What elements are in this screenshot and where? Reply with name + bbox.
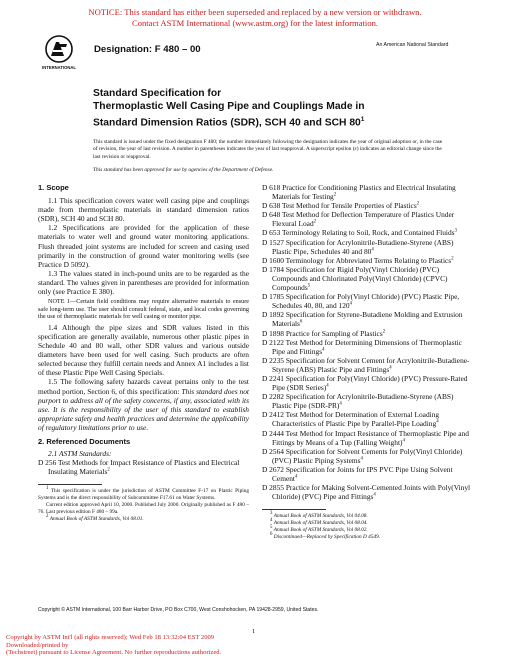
reference-item: D 2241 Specification for Poly(Vinyl Chloride) (PVC) Pressure-Rated Pipe (SDR Series)$^4$ xyxy=(262,373,468,393)
reference-item: D 2282 Specification for Acrylonitrile-Butadiene-Styrene (ABS) Plastic Pipe $(SDR-PR)^4$ xyxy=(262,392,454,411)
designation: Designation: F 480 – 00 xyxy=(94,44,201,55)
scope-1-5-lead: 1.5 The following safety hazards caveat pertains only to the test method portion, Section 6, of this specification: xyxy=(38,377,249,396)
safety-caveat: This standard does not purport to address all of the safety concerns, if any, associated with its use. It is the responsibility of the user of this standard to establish appropriate safety and health practices and determine the applicability of regulatory limitations prior to use. xyxy=(38,386,249,432)
standard-issuance-note: This standard is issued under the fixed designation F 480; the number immediately following the designation indicates the year of original adoption or, in the case of revision, the year of last revision. A number in parentheses indicates the year of last reapproval. A superscript epsilon (ε) indicates an editorial change since the last revision or reapproval. xyxy=(93,139,443,160)
reference-item: D 2564 Specification for Solvent Cements for Poly(Vinyl Chloride) (PVC) Plastic Piping Systems$^4$ xyxy=(262,446,463,465)
dod-approval-note: This standard has been approved for use by agencies of the Department of Defense. xyxy=(93,167,274,173)
astm-standards-subheading: 2.1 ASTM Standards: xyxy=(48,449,112,459)
reference-item: D 1898 Practice for Sampling of Plastics$^2$ xyxy=(262,328,386,338)
american-national-standard-label: An American National Standard xyxy=(376,42,449,48)
title-line-1: Standard Specification for xyxy=(93,88,222,99)
left-column xyxy=(38,183,249,522)
reference-list xyxy=(262,183,474,501)
footnote-1: $^1$ This specification is under the jurisdiction of ASTM Committee F-17 on Plastic Piping Systems and is the direct responsibility of Subcommittee F17.61 on Water Systems. xyxy=(38,486,250,502)
footnote-6: $^6$ Discontinued—Replaced by Specification D 4549. xyxy=(270,531,381,540)
footnote-5: $^5$ Annual Book of ASTM Standards, Vol 08.02. xyxy=(270,525,368,533)
scope-1-5 xyxy=(38,377,249,432)
reference-item: D 2672 Specification for Joints for IPS PVC Pipe Using Solvent Cement$^4$ xyxy=(262,464,453,483)
reference-item: D 1527 Specification for Acrylonitrile-Butadiene-Styrene (ABS) Plastic Pipe, Schedules 40 and $80^4$ xyxy=(262,237,454,256)
reference-item: D 2444 Test Method for Impact Resistance of Thermoplastic Pipe and Fittings by Means of a Tup (Falling Weight)$^4$ xyxy=(262,428,469,447)
reference-item: D 1600 Terminology for Abbreviated Terms Relating to Plastics$^2$ xyxy=(262,255,454,265)
scope-1-4: 1.4 Although the pipe sizes and SDR values listed in this specification are generally available, numerous other plastic pipes in Schedule 40 and 80 wall, other SDR values and various outside diameters have been used for well casing. Such products are often selected because they fulfill certain needs and Annex A1 includes a list of these Plastic Pipe Well Casing Specials. xyxy=(38,322,249,378)
footer-line-2: Downloaded/printed by xyxy=(6,641,69,649)
note-1: NOTE 1—Certain field conditions may require alternative materials to ensure safe long-term use. The user should consult federal, state, and local codes governing the use of thermoplastic materials for well casing or monitor pipe. xyxy=(38,298,249,321)
title-footnote-mark: 1 xyxy=(360,116,365,123)
withdrawal-notice xyxy=(0,7,510,29)
reference-item: D 2235 Specification for Solvent Cement for Acrylonitrile-Butadiene-Styrene (ABS) Plastic Pipe and Fittings$^4$ xyxy=(262,355,470,374)
right-column xyxy=(262,183,474,540)
footnote-2: $^2$ Annual Book of ASTM Standards, Vol 08.01. xyxy=(46,513,144,522)
reference-item: D 653 Terminology Relating to Soil, Rock, and Contained Fluids$^3$ xyxy=(262,228,457,238)
reference-d256: D 256 Test Methods for Impact Resistance of Plastics and Electrical Insulating Materials$^2$ xyxy=(38,458,240,477)
scope-1-3: 1.3 The values stated in inch-pound units are to be regarded as the standard. The values given in parentheses are provided for information only (see Practice E 380). xyxy=(38,268,249,297)
document-title xyxy=(93,87,453,129)
reference-item: D 2412 Test Method for Determination of External Loading Characteristics of Plastic Pipe by Parallel-Pipe Loading$^4$ xyxy=(262,410,440,429)
footnote-1-edition: Current edition approved April 10, 2000. Published July 2000. Originally published as F 480 – 76. Last previous edition F 480 – 99a. xyxy=(38,502,249,515)
footnotes-right xyxy=(262,513,474,540)
notice-line-1: NOTICE: This standard has either been superseded and replaced by a new version or withdrawn. xyxy=(88,7,422,17)
footer-line-1: Copyright by ASTM Int'l (all rights reserved); Wed Feb 18 13:32:04 EST 2009 xyxy=(6,634,215,641)
reference-item: D 1784 Specification for Rigid Poly(Vinyl Chloride) (PVC) Compounds and Chlorinated Poly(Vinyl Chloride) (CPVC) Compounds$^5$ xyxy=(262,264,448,293)
reference-item: D 638 Test Method for Tensile Properties of Plastics$^2$ xyxy=(262,201,420,211)
scope-1-2: 1.2 Specifications are provided for the application of these materials to water well and ground water monitoring applications. Flush threaded joint systems are included for screen and casing used primarily in the construction of ground water monitoring wells (see Practice D 5092). xyxy=(38,223,249,269)
footer-line-3: (Techstreet) pursuant to License Agreement. No further reproductions authorized. xyxy=(6,649,222,657)
notice-line-2: Contact ASTM International (www.astm.org) for the latest information. xyxy=(131,18,379,28)
title-line-3: Standard Dimension Ratios (SDR), SCH 40 and SCH 80 xyxy=(93,117,361,129)
reference-item: D 2122 Test Method for Determining Dimensions of Thermoplastic Pipe and Fittings$^4$ xyxy=(262,337,462,356)
reference-item: D 1892 Specification for Styrene-Butadiene Molding and Extrusion Materials$^6$ xyxy=(262,310,463,329)
footnote-3: $^3$ Annual Book of ASTM Standards, Vol 04.08. xyxy=(270,511,368,520)
scope-heading: 1. Scope xyxy=(38,183,69,192)
astm-logo xyxy=(44,34,74,78)
scope-1-1: 1.1 This specification covers water well casing pipe and couplings made from thermoplastic materials in standard dimension ratios (SDR), SCH 40 and SCH 80. xyxy=(38,196,249,224)
referenced-documents-heading: 2. Referenced Documents xyxy=(38,437,131,447)
copyright-line: Copyright © ASTM International, 100 Barr Harbor Drive, PO Box C700, West Conshohocken, PA 19428-2959, United States. xyxy=(38,607,319,613)
reference-item: D 2855 Practice for Making Solvent-Cemented Joints with Poly(Vinyl Chloride) (PVC) Pipe and Fittings$^4$ xyxy=(262,483,471,502)
reference-item: D 648 Test Method for Deflection Temperature of Plastics Under Flexural Load$^2$ xyxy=(262,210,455,229)
download-footer xyxy=(6,634,221,657)
logo-text: INTERNATIONAL xyxy=(42,65,76,70)
footnote-separator-right xyxy=(262,509,326,510)
footnote-4: $^4$ Annual Book of ASTM Standards, Vol 08.04. xyxy=(270,518,368,527)
reference-item: D 1785 Specification for Poly(Vinyl Chloride) (PVC) Plastic Pipe, Schedules 40, 80, and $120^4$ xyxy=(262,292,460,311)
reference-item: D 618 Practice for Conditioning Plastics and Electrical Insulating Materials for Testing$^2$ xyxy=(262,183,456,202)
title-line-2: Thermoplastic Well Casing Pipe and Couplings Made in xyxy=(93,101,365,112)
page-number: 1 xyxy=(252,628,256,635)
footnote-separator xyxy=(38,484,102,485)
